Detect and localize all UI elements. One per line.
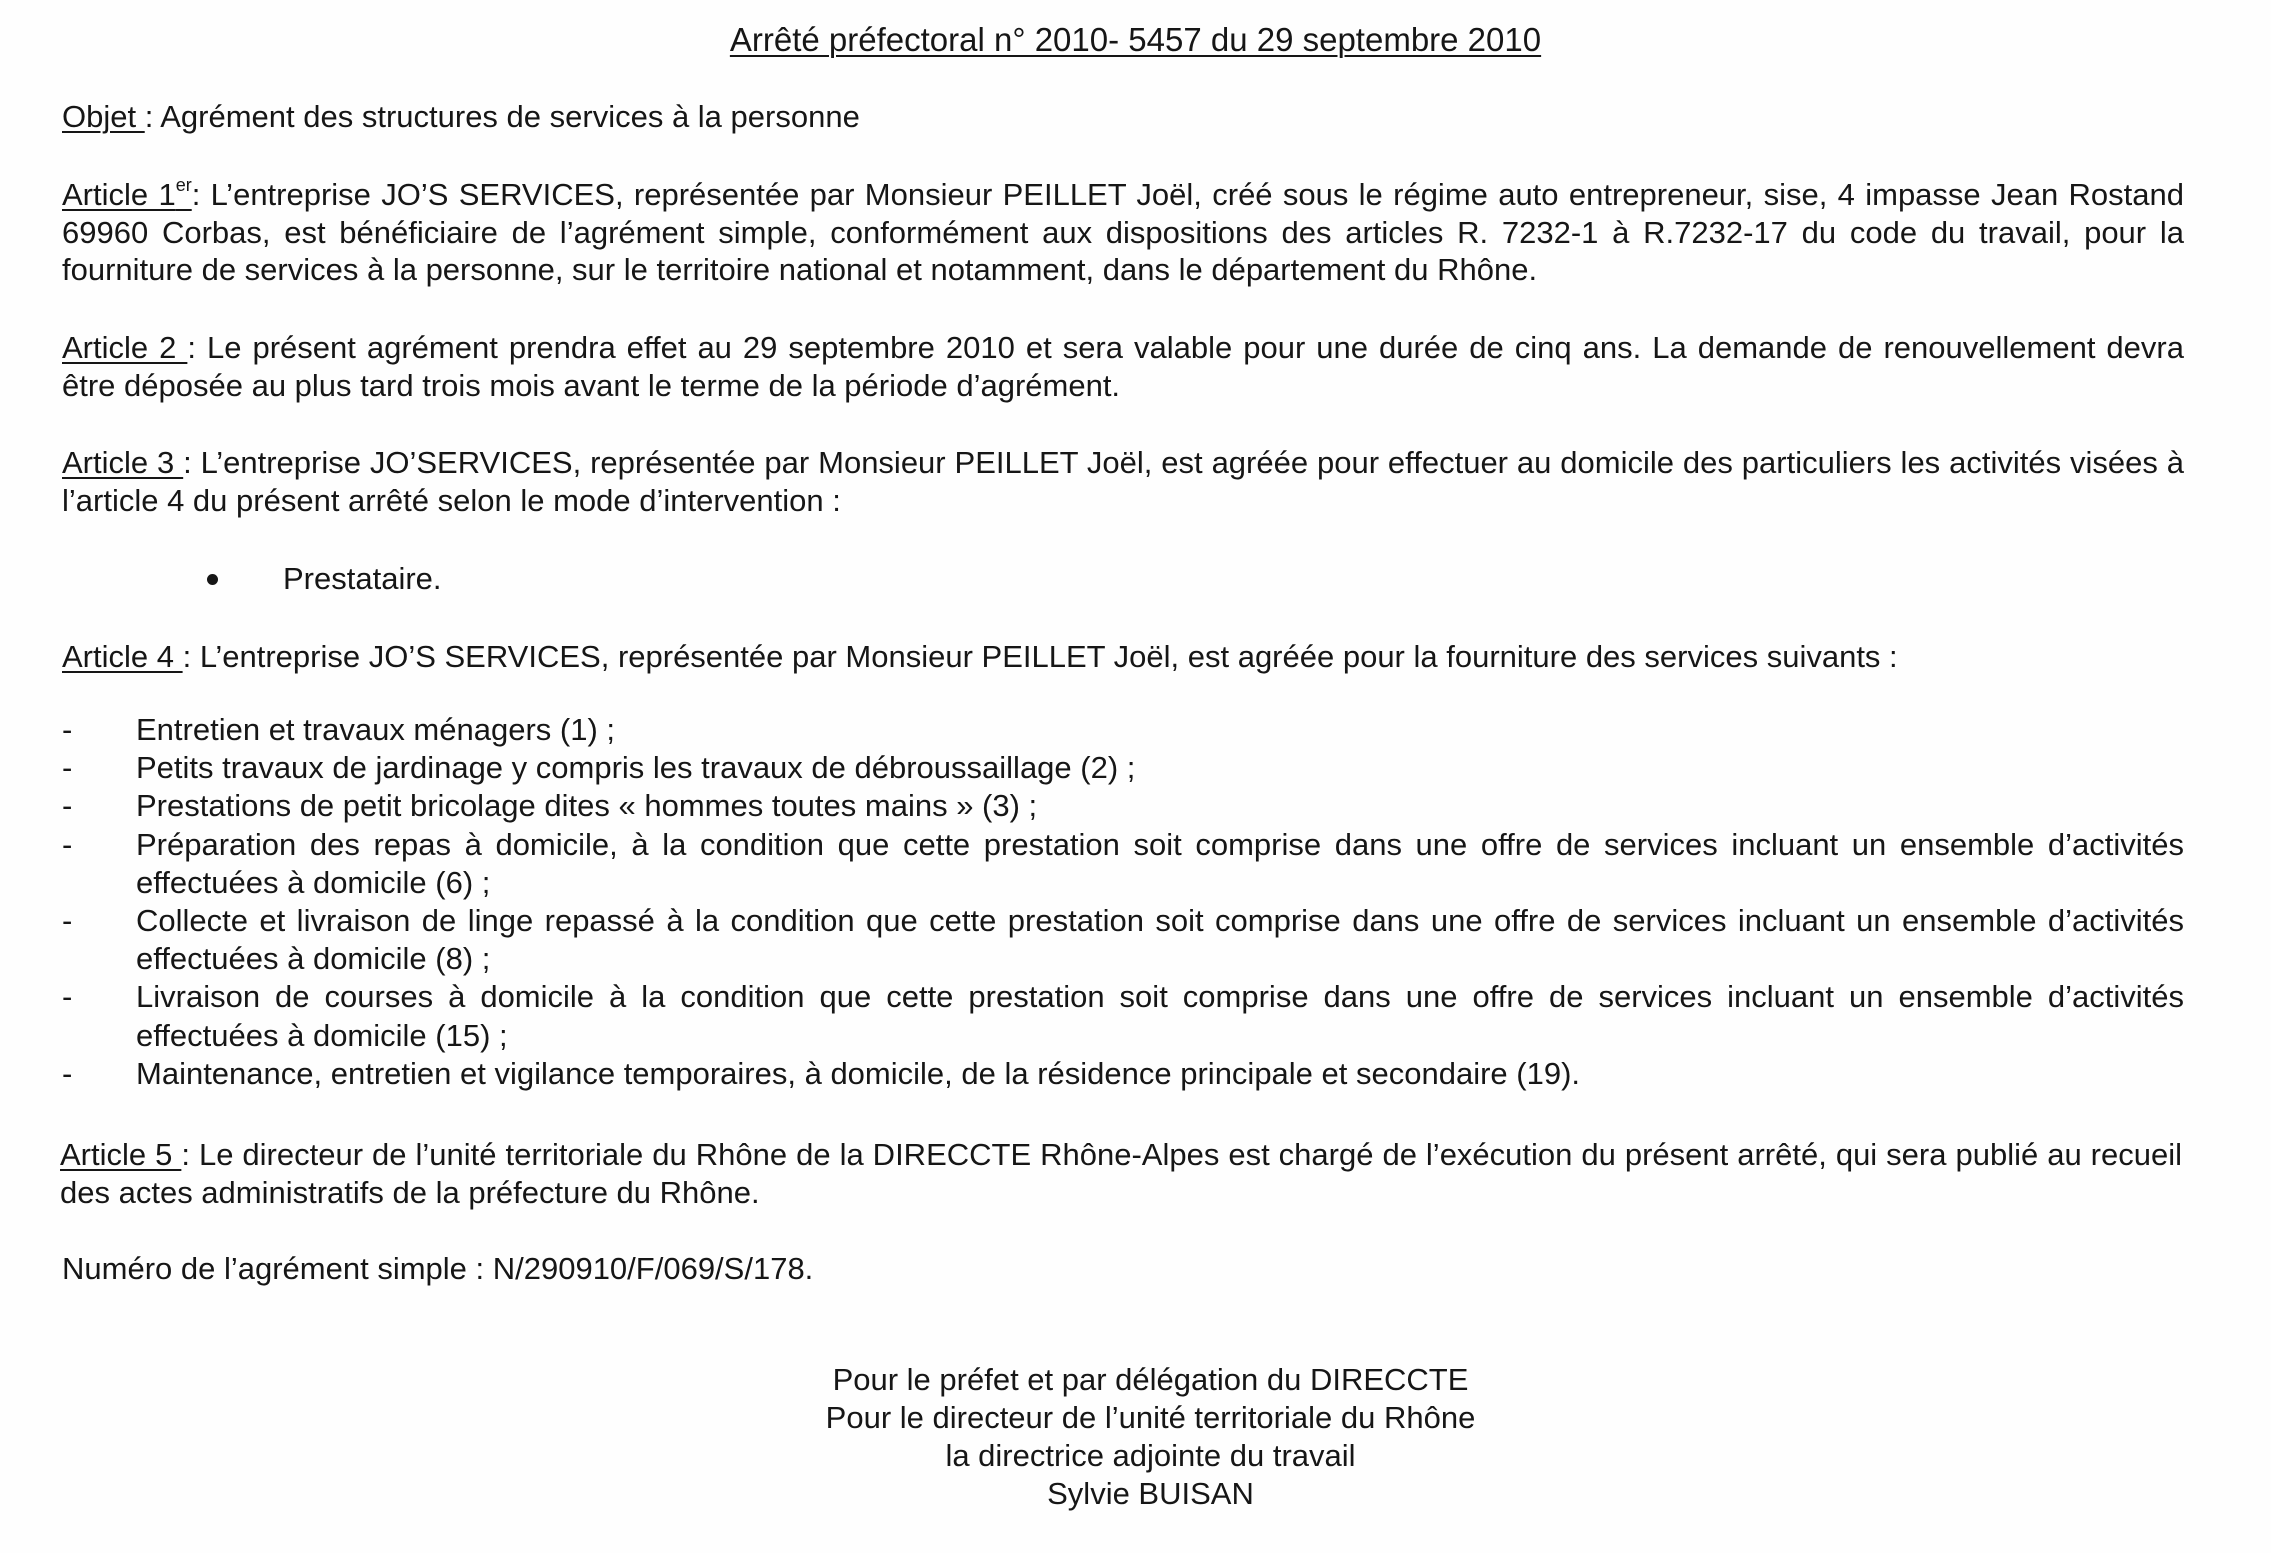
dash-marker: - [62, 1055, 73, 1091]
mode-intervention: Prestataire. [283, 561, 442, 596]
objet-paragraph [62, 98, 2184, 136]
objet-label: Objet [62, 99, 145, 134]
article-2-paragraph [62, 329, 2184, 404]
article-3-label: Article 3 [62, 445, 184, 480]
dash-marker: - [62, 979, 73, 1015]
article-3-paragraph [62, 444, 2184, 519]
service-item: - Maintenance, entretien et vigilance temporaires, à domicile, de la résidence principale et secondaire (19). [62, 1055, 2184, 1093]
article-1-text: : L’entreprise JO’S SERVICES, représentée par Monsieur PEILLET Joël, créé sous le régime auto entrepreneur, sise, 4 impasse Jean Rostand 69960 Corbas, est bénéficiaire de l’agrément simple, conformément aux dispositions des articles R. 7232-1 à R.7232-17 du code du travail, pour la fourniture de services à la personne, sur le territoire national et notamment, dans le département du Rhône. [62, 177, 2184, 287]
services-list [62, 711, 2184, 1093]
article-4-text: : L’entreprise JO’S SERVICES, représentée par Monsieur PEILLET Joël, est agréée pour la fourniture des services suivants : [182, 639, 1898, 674]
service-item: - Entretien et travaux ménagers (1) ; [62, 711, 2184, 749]
service-item: - Prestations de petit bricolage dites « hommes toutes mains » (3) ; [62, 787, 2184, 825]
service-item: - Préparation des repas à domicile, à la condition que cette prestation soit comprise dans une offre de services incluant un ensemble d’activités effectuées à domicile (6) ; [62, 826, 2184, 900]
article-1-superscript: er [175, 175, 192, 195]
signature-line-3: la directrice adjointe du travail [945, 1438, 1356, 1473]
service-item: - Livraison de courses à domicile à la condition que cette prestation soit comprise dans une offre de services incluant un ensemble d’activités effectuées à domicile (15) ; [62, 979, 2184, 1053]
agrement-number: Numéro de l’agrément simple : N/290910/F/069/S/178. [62, 1251, 814, 1286]
dash-marker: - [62, 750, 73, 786]
signature-line-1: Pour le préfet et par délégation du DIRECCTE [832, 1362, 1469, 1397]
service-item: - Collecte et livraison de linge repassé à la condition que cette prestation soit comprise dans une offre de services incluant un ensemble d’activités effectuées à domicile (8) ; [62, 903, 2184, 977]
article-2-label: Article 2 [62, 330, 188, 365]
article-2-text: : Le présent agrément prendra effet au 29 septembre 2010 et sera valable pour une durée de cinq ans. La demande de renouvellement devra être déposée au plus tard trois mois avant le terme de la période d’agrément. [62, 330, 2184, 403]
dash-marker: - [62, 712, 73, 747]
objet-text: : Agrément des structures de services à la personne [144, 99, 860, 134]
dash-marker: - [62, 903, 73, 939]
article-5-text: : Le directeur de l’unité territoriale du Rhône de la DIRECCTE Rhône-Alpes est chargé de l’exécution du présent arrêté, qui sera publié au recueil des actes administratifs de la préfecture du Rhône. [60, 1137, 2182, 1210]
signature-block [0, 1361, 2271, 1513]
article-1-label: Article 1er [62, 175, 192, 212]
dash-marker: - [62, 788, 73, 824]
article-5-label: Article 5 [60, 1137, 182, 1172]
article-4-label: Article 4 [62, 639, 183, 674]
document-title [0, 18, 2271, 62]
signatory-name: Sylvie BUISAN [1047, 1476, 1254, 1511]
article-1-paragraph [62, 176, 2184, 289]
dash-marker: - [62, 826, 73, 862]
service-item: - Petits travaux de jardinage y compris les travaux de débroussaillage (2) ; [62, 749, 2184, 787]
article-3-text: : L’entreprise JO’SERVICES, représentée par Monsieur PEILLET Joël, est agréée pour effectuer au domicile des particuliers les activités visées à l’article 4 du présent arrêté selon le mode d’intervention : [62, 445, 2184, 518]
bullet-icon [207, 574, 218, 585]
title-text: Arrêté préfectoral n° 2010- 5457 du 29 septembre 2010 [729, 21, 1542, 58]
article-5-paragraph [60, 1136, 2182, 1211]
signature-line-2: Pour le directeur de l’unité territoriale du Rhône [825, 1400, 1476, 1435]
article-4-paragraph [62, 638, 2184, 676]
